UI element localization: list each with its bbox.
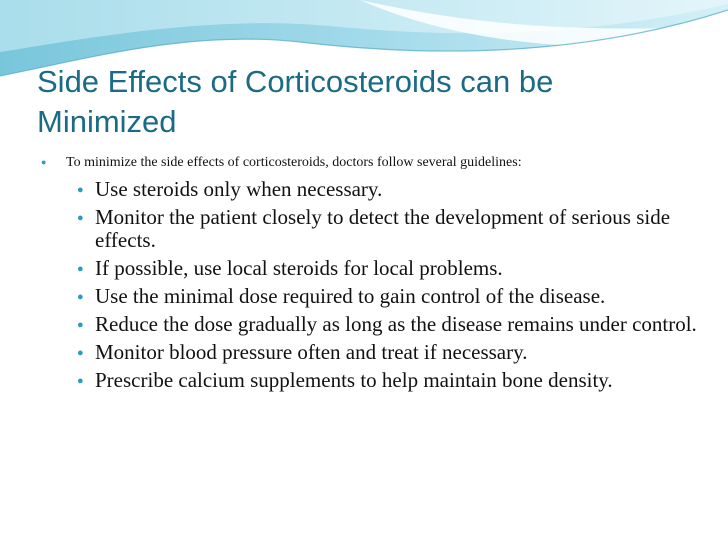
guideline-text: Prescribe calcium supplements to help maintain bone density. (95, 368, 613, 392)
dot-bullet-icon: ● (77, 184, 84, 196)
guideline-item (37, 206, 697, 252)
guideline-item (37, 313, 697, 336)
dot-bullet-icon: ● (77, 212, 84, 224)
guideline-text: Monitor blood pressure often and treat if necessary. (95, 340, 528, 364)
dot-bullet-icon: ● (77, 375, 84, 387)
slide-content (37, 154, 697, 397)
guideline-item (37, 285, 697, 308)
guideline-text: Use the minimal dose required to gain control of the disease. (95, 284, 606, 308)
intro-text: To minimize the side effects of corticosteroids, doctors follow several guidelines: (66, 155, 522, 170)
guideline-text: Reduce the dose gradually as long as the disease remains under control. (95, 312, 697, 336)
guideline-item (37, 341, 697, 364)
dot-bullet-icon: ● (77, 291, 84, 303)
guideline-item (37, 257, 697, 280)
guideline-text: If possible, use local steroids for local problems. (95, 256, 503, 280)
guideline-text: Use steroids only when necessary. (95, 177, 383, 201)
guideline-item (37, 369, 697, 392)
dot-bullet-icon: ● (41, 157, 47, 167)
guidelines-list (37, 178, 697, 392)
intro-bullet (37, 154, 697, 172)
dot-bullet-icon: ● (77, 319, 84, 331)
guideline-text: Monitor the patient closely to detect the development of serious side effects. (95, 205, 671, 252)
slide-title: Side Effects of Corticosteroids can be Minimized (37, 64, 554, 139)
dot-bullet-icon: ● (77, 347, 84, 359)
dot-bullet-icon: ● (77, 263, 84, 275)
guideline-item (37, 178, 697, 201)
